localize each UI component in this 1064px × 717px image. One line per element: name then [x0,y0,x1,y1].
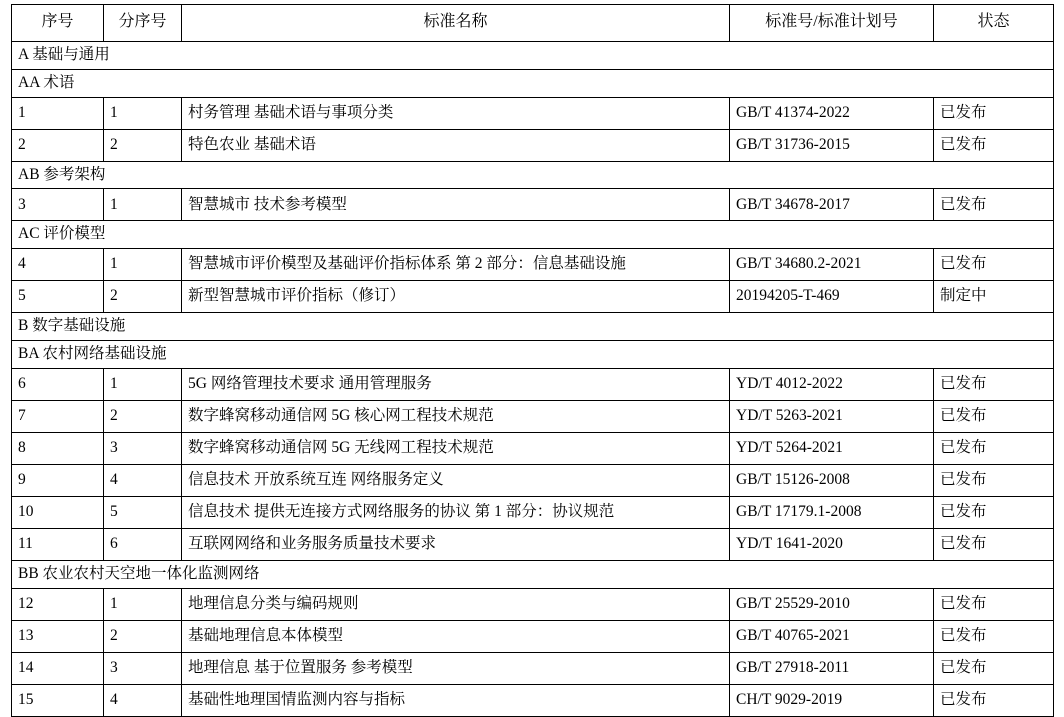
cell-group-label: BB 农业农村天空地一体化监测网络 [12,560,1054,588]
cell-seq: 8 [12,432,104,464]
cell-seq: 10 [12,496,104,528]
cell-standard-number: GB/T 17179.1-2008 [730,496,934,528]
cell-sub-seq: 2 [104,400,182,432]
document-page [0,4,1064,717]
cell-sub-seq: 1 [104,189,182,221]
cell-status: 已发布 [934,588,1054,620]
cell-standard-number: GB/T 25529-2010 [730,588,934,620]
table-row [12,652,1054,684]
cell-sub-seq: 3 [104,432,182,464]
cell-seq: 12 [12,588,104,620]
cell-standard-number: GB/T 34680.2-2021 [730,249,934,281]
cell-standard-number: YD/T 5263-2021 [730,400,934,432]
table-group-row [12,69,1054,97]
cell-status: 已发布 [934,528,1054,560]
cell-standard-number: CH/T 9029-2019 [730,684,934,716]
cell-seq: 2 [12,129,104,161]
cell-seq: 1 [12,97,104,129]
cell-group-label: B 数字基础设施 [12,313,1054,341]
cell-standard-number: 20194205-T-469 [730,281,934,313]
cell-sub-seq: 5 [104,496,182,528]
cell-standard-number: GB/T 15126-2008 [730,464,934,496]
table-row [12,464,1054,496]
cell-status: 已发布 [934,496,1054,528]
table-row [12,368,1054,400]
cell-sub-seq: 2 [104,129,182,161]
cell-seq: 6 [12,368,104,400]
table-row [12,97,1054,129]
cell-status: 已发布 [934,189,1054,221]
cell-standard-number: YD/T 1641-2020 [730,528,934,560]
cell-seq: 13 [12,620,104,652]
cell-seq: 7 [12,400,104,432]
cell-standard-name: 数字蜂窝移动通信网 5G 无线网工程技术规范 [182,432,730,464]
column-header-standard-number: 标准号/标准计划号 [730,5,934,42]
cell-group-label: AB 参考架构 [12,161,1054,189]
table-row [12,496,1054,528]
column-header-standard-name: 标准名称 [182,5,730,42]
cell-standard-number: GB/T 41374-2022 [730,97,934,129]
cell-status: 已发布 [934,249,1054,281]
cell-standard-name: 地理信息分类与编码规则 [182,588,730,620]
table-row [12,189,1054,221]
table-row [12,684,1054,716]
cell-seq: 11 [12,528,104,560]
table-row [12,432,1054,464]
cell-standard-name: 地理信息 基于位置服务 参考模型 [182,652,730,684]
cell-standard-name: 基础地理信息本体模型 [182,620,730,652]
table-header [12,5,1054,42]
cell-status: 已发布 [934,464,1054,496]
cell-group-label: AA 术语 [12,69,1054,97]
cell-status: 已发布 [934,129,1054,161]
cell-group-label: BA 农村网络基础设施 [12,341,1054,369]
table-group-major-row [12,42,1054,70]
cell-standard-name: 信息技术 开放系统互连 网络服务定义 [182,464,730,496]
cell-standard-name: 信息技术 提供无连接方式网络服务的协议 第 1 部分：协议规范 [182,496,730,528]
cell-standard-name: 村务管理 基础术语与事项分类 [182,97,730,129]
cell-sub-seq: 1 [104,368,182,400]
table-header-row [12,5,1054,42]
table-row [12,249,1054,281]
cell-seq: 3 [12,189,104,221]
cell-sub-seq: 3 [104,652,182,684]
table-row [12,620,1054,652]
table-group-row [12,341,1054,369]
column-header-sub-seq: 分序号 [104,5,182,42]
cell-seq: 4 [12,249,104,281]
table-group-major-row [12,313,1054,341]
cell-standard-name: 特色农业 基础术语 [182,129,730,161]
cell-standard-name: 智慧城市评价模型及基础评价指标体系 第 2 部分：信息基础设施 [182,249,730,281]
table-row [12,281,1054,313]
table-row [12,129,1054,161]
cell-standard-number: GB/T 40765-2021 [730,620,934,652]
cell-standard-name: 互联网网络和业务服务质量技术要求 [182,528,730,560]
cell-standard-number: GB/T 34678-2017 [730,189,934,221]
cell-standard-number: YD/T 4012-2022 [730,368,934,400]
cell-status: 已发布 [934,652,1054,684]
cell-status: 已发布 [934,368,1054,400]
cell-standard-name: 数字蜂窝移动通信网 5G 核心网工程技术规范 [182,400,730,432]
table-row [12,528,1054,560]
cell-sub-seq: 4 [104,464,182,496]
cell-sub-seq: 1 [104,97,182,129]
column-header-status: 状态 [934,5,1054,42]
cell-status: 已发布 [934,432,1054,464]
column-header-seq: 序号 [12,5,104,42]
cell-group-label: AC 评价模型 [12,221,1054,249]
cell-standard-name: 5G 网络管理技术要求 通用管理服务 [182,368,730,400]
cell-seq: 15 [12,684,104,716]
standards-table [11,4,1054,717]
cell-sub-seq: 1 [104,249,182,281]
cell-sub-seq: 6 [104,528,182,560]
cell-standard-name: 新型智慧城市评价指标（修订） [182,281,730,313]
cell-seq: 5 [12,281,104,313]
table-group-row [12,161,1054,189]
cell-seq: 9 [12,464,104,496]
cell-sub-seq: 2 [104,620,182,652]
cell-standard-name: 智慧城市 技术参考模型 [182,189,730,221]
table-group-row [12,560,1054,588]
table-row [12,588,1054,620]
cell-seq: 14 [12,652,104,684]
table-row [12,400,1054,432]
cell-sub-seq: 1 [104,588,182,620]
cell-status: 已发布 [934,620,1054,652]
table-body [12,42,1054,717]
cell-status: 已发布 [934,684,1054,716]
cell-status: 已发布 [934,400,1054,432]
cell-standard-number: GB/T 31736-2015 [730,129,934,161]
cell-sub-seq: 2 [104,281,182,313]
cell-status: 已发布 [934,97,1054,129]
cell-standard-number: YD/T 5264-2021 [730,432,934,464]
table-group-row [12,221,1054,249]
cell-standard-number: GB/T 27918-2011 [730,652,934,684]
cell-group-label: A 基础与通用 [12,42,1054,70]
cell-sub-seq: 4 [104,684,182,716]
cell-status: 制定中 [934,281,1054,313]
cell-standard-name: 基础性地理国情监测内容与指标 [182,684,730,716]
